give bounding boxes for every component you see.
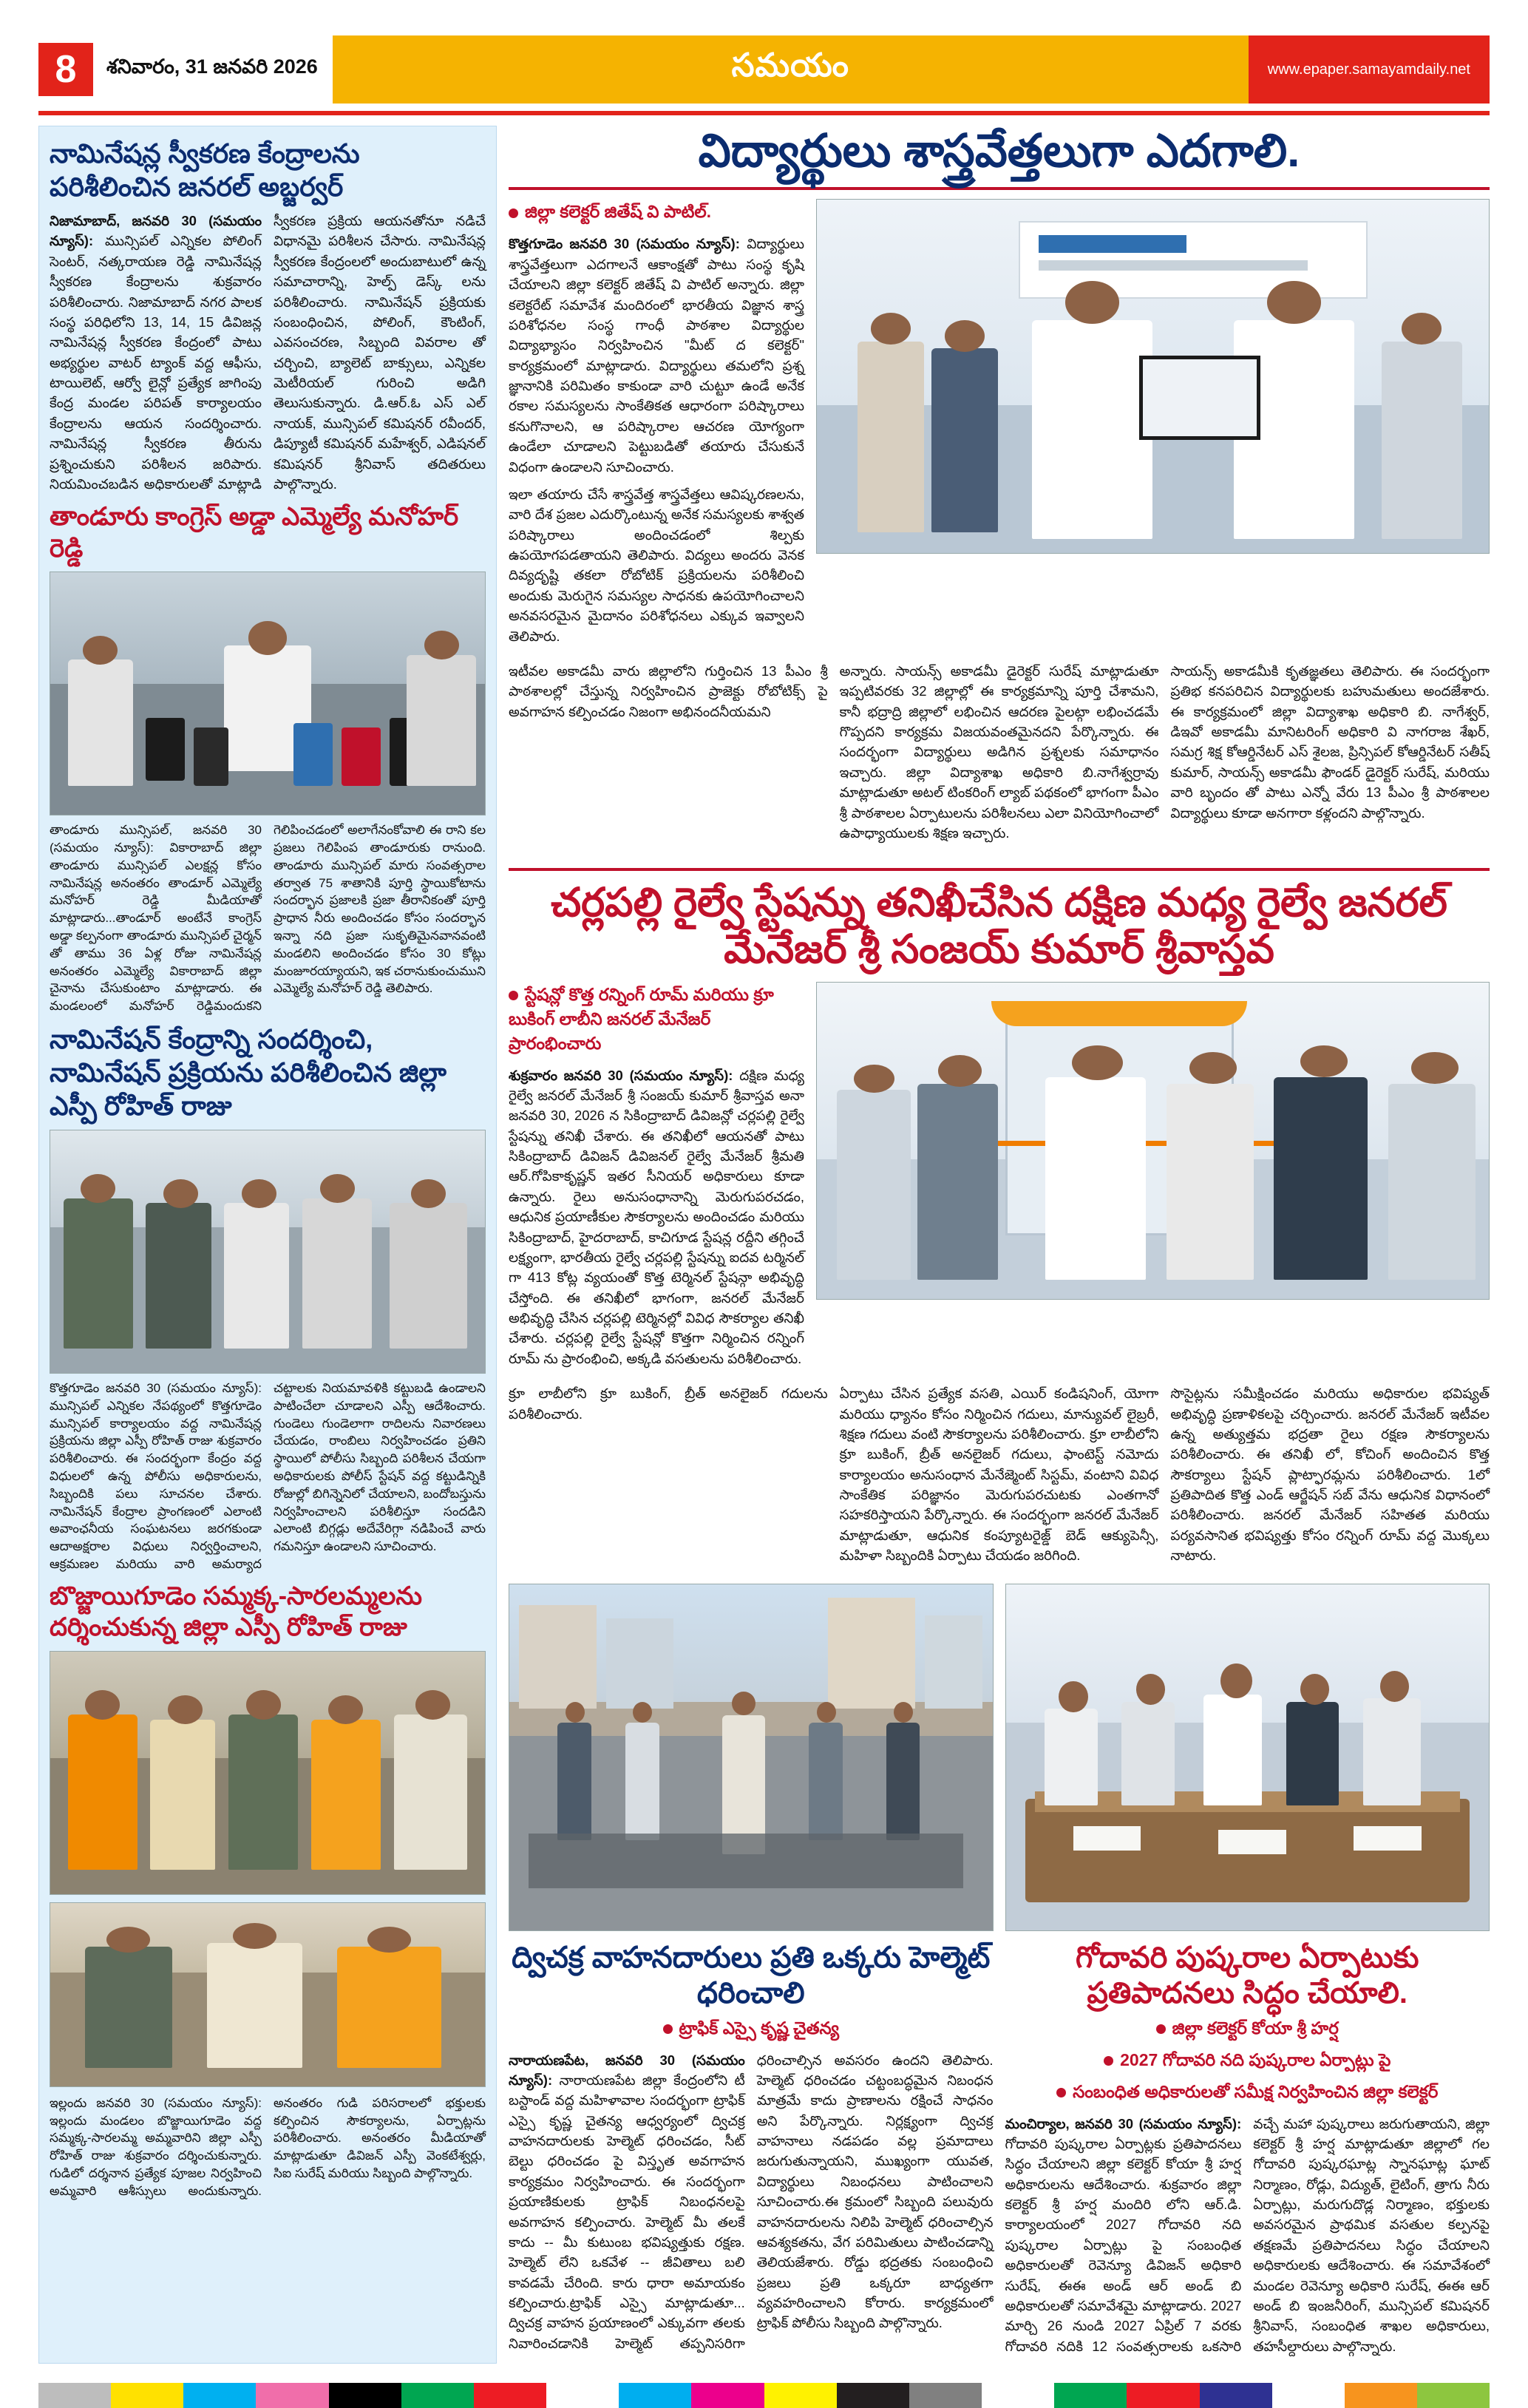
bottom-helmet-subhead-text: ట్రాఫిక్ ఎస్సై కృష్ణ చైతన్య [679, 2018, 839, 2038]
bottom-godavari-bullet-2 [1005, 2050, 1490, 2075]
main-column [509, 126, 1490, 2364]
main-top-dateline: కొత్తగూడెం జనవరి 30 (సమయం న్యూస్): [509, 236, 740, 252]
main-top-body-1c: ఇటీవల అకాడమీ వారు జిల్లాలోని గుర్తించిన 13 పీఎం శ్రీ పాఠశాలల్లో చేస్తున్న నిర్వహించిన ప్రాజెక్టు రోబోటిక్స్ పై అవగాహన కల్పించడం నిజంగా అభినందనీయమని [509, 662, 828, 719]
photo-police-inspection [50, 1130, 486, 1374]
left-article1-body [50, 211, 486, 494]
left-article3-caption: కొత్తగూడెం జనవరి 30 (సమయం న్యూస్): మున్సిపల్ ఎన్నికల నేపథ్యంలో కొత్తగూడెం మున్సిపల్ కార్యాలయం వద్ద నామినేషన్ల ప్రక్రియను జిల్లా ఎస్పీ రోహిత్ రాజు శుక్రవారం పరిశీలించారు. ఈ సందర్భంగా కేంద్రం వద్ద విధులలో ఉన్న పోలీసు అధికారులను, సిబ్బందికి పలు సూచనల చేశారు. నామినేషన్ కేంద్రాల ప్రాంగణంలో ఎలాంటి అవాంఛనీయ సంఘటనలు జరగకుండా ఆదాఅక్షరాల విధులు నిర్వర్తించాలని, ఆక్రమణల మరియు వారి అమర్యాద చట్టాలకు నియమావళికి కట్టుబడి ఉండాలని పాటించేలా చూడాలని ఎస్పీ ఆదేశించారు. గుండెలు గుండెలాగా రాదిలను నివారణలు చేయడం, రాంబిలు నిర్వహించడం ప్రతిని స్థాయిలో పోలీసు సిబ్బంది పరిశీలన చేయగా అధికారులకు పోలీస్ స్టేషన్ వద్ద కట్టుడిన్నికి రోజుల్లో బిగిన్నెనిలో చేయాలని, బందోబస్తును నిర్వహించాలని పరిశీలిస్తూ సందడిని ఎలాంటి బిగ్గడ్లు అదేవేరిగ్గా నడిపించే వారు గమనిస్తూ ఉండాలని సూచించారు. [50, 1381, 486, 1571]
left-article4-headline: బొజ్జాయిగూడెం సమ్మక్క-సారలమ్మలను దర్శించుకున్న జిల్లా ఎస్పీ రోహిత్ రాజు [50, 1581, 423, 1642]
bottom-helmet-dateline: నారాయణపేట, జనవరి 30 (సమయం న్యూస్): [509, 2052, 745, 2088]
page-content [38, 126, 1490, 2364]
bullet-dot-icon [1104, 2056, 1113, 2066]
bottom-godavari-bullet-1 [1005, 2018, 1490, 2043]
main-mid-body-1 [509, 1065, 804, 1369]
main-mid-headline: చర్లపల్లి రైల్వే స్టేషన్ను తనిఖీచేసిన దక్షిణ మధ్య రైల్వే జనరల్ మేనేజర్ శ్రీ సంజయ్ కుమార్ శ్రీవాస్తవ [551, 881, 1447, 971]
left-article1-text: మున్సిపల్ ఎన్నికల పోలింగ్ సెంటర్, నత్కరాయణ రెడ్డి నామినేషన్ల స్వీకరణ కేంద్రాలను శుక్రవారం పరిశీలించారు. నిజామాబాద్ నగర పాలక సంస్థ పరిధిలోని 13, 14, 15 డివిజన్ల నామినేషన్ల స్వీకరణ కేంద్రంలో పాటు అభ్యర్థుల వాటర్ ట్యాంక్ వద్ద ఆఫీసు, టాయిలెట్, ఆర్వో లైన్లో ప్రత్యేక జాగింపు కేంద్ర మండల పరిపత్ కార్యాలయం కేంద్రాలను ఆయన సందర్శించారు. నామినేషన్ల స్వీకరణ తీరును ప్రశ్నించుకుని పరిశీలన జరిపారు. నియమించబడిన అధికారులతో మాట్లాడి స్వీకరణ ప్రక్రియ ఆయనతోనూ నడిచే విధానమై పరిశీలన చేసారు. నామినేషన్ల స్వీకరణ కేంద్రంలలో అందుబాటులో ఉన్న సమాచారాన్ని, హెల్ప్ డెస్క్ లను పరిశీలించారు. నామినేషన్ ప్రక్రియకు సంబంధించిన, పోలింగ్, కౌంటింగ్, ఎవసంచరణ, సిబ్బంది వివరాల తో చర్చించి, బ్యాలెట్ బాక్సులు, ఎన్నికల మెటీరియల్ గురించి అడిగి తెలుసుకున్నారు. డి.ఆర్.ఓ ఎస్ ఎల్ నాయక్, మున్సిపల్ కమిషనర్ రవీందర్, డిప్యూటీ కమిషనర్ మహేశ్వర్, ఎడిషనల్ కమిషనర్ శ్రీనివాస్ తదితరులు పాల్గొన్నారు. [50, 213, 486, 492]
color-swatch [474, 2383, 546, 2408]
bullet-dot-icon [509, 991, 518, 1000]
mid-story-rule [509, 868, 1490, 871]
left-article1-headline: నామినేషన్ల స్వీకరణ కేంద్రాలను పరిశీలించిన జనరల్ అబ్జర్వర్ [50, 138, 360, 202]
main-mid-body-1b: క్రూ లాబీలోని క్రూ బుకింగ్, బ్రీత్ అనలైజర్ గదులను పరిశీలించారు. [509, 1386, 828, 1422]
masthead-rule [38, 111, 1490, 115]
bottom-godavari-dateline: మంచిర్యాల, జనవరి 30 (సమయం న్యూస్): [1005, 2115, 1242, 2131]
color-swatch [546, 2383, 619, 2408]
color-swatch [1272, 2383, 1345, 2408]
main-mid-bullet-text: స్టేషన్లో కొత్త రన్నింగ్ రూమ్ మరియు క్రూ బుకింగ్ లాబీని జనరల్ మేనేజర్ ప్రారంభించారు [509, 984, 774, 1053]
bottom-row [509, 1584, 1490, 2364]
main-top-text-1: విద్యార్థులు శాస్త్రవేత్తలుగా ఎదగాలనే ఆకాంక్షతో పాటు సంస్థ కృషి చేయాలని జిల్లా కలెక్టర్ జితేష్ వి పాటిల్ అన్నారు. జిల్లా కలెక్టరేట్ సమావేశ మందిరంలో భారతీయ విజ్ఞాన శాస్త్ర పరిశోధనల సంస్థ గాంధీ పాఠశాల విద్యార్థుల విద్యాభ్యాసం నిర్వహించిన "మీట్ ద కలెక్టర్" కార్యక్రమంలో మాట్లాడారు. విద్యార్థులు తమలోని ప్రశ్న జ్ఞానానికి పరిమితం కాకుండా వారి చుట్టూ ఉండే అనేక రకాల సమస్యలను సాంకేతికత ఆధారంగా పరిష్కారాలు కనుగొనాలని, ఆ పరిష్కారాల ఆచరణ యోగ్యంగా ఉండేలా చూడాలని పెట్టుబడితో తయారు చేసుకునే విధంగా ఉండాలని సూచించారు. [509, 236, 805, 475]
color-swatch [1200, 2383, 1272, 2408]
color-swatch [1127, 2383, 1199, 2408]
main-top-subhead [509, 202, 804, 226]
color-swatch [256, 2383, 328, 2408]
headline-rule [509, 187, 1490, 190]
bottom-godavari-bullet-3 [1005, 2082, 1490, 2106]
bottom-godavari-bullet-3-text: సంబంధిత అధికారులతో సమీక్ష నిర్వహించిన జిల్లా కలెక్టర్ [1073, 2081, 1439, 2101]
photo-traffic-awareness [509, 1584, 994, 1931]
photo-review-meeting [1005, 1584, 1490, 1931]
main-top-body-2: అన్నారు. సాయన్స్ అకాడమీ డైరెక్టర్ సురేష్ మాట్లాడుతూ ఇప్పటివరకు 32 జిల్లాల్లో ఈ కార్యక్రమాన్ని పూర్తి చేశామని, కానీ భద్రాద్రి జిల్లాలో లభించిన ఆదరణ పైలట్గా లభించడమే గొప్పదని కార్యక్రమ విజయవంతమైనదని పేర్కొన్నారు. ఈ సందర్భంగా విద్యార్థులు అడిగిన ప్రశ్నలకు సమాధానం ఇచ్చారు. జిల్లా విద్యాశాఖ అధికారి బి.నాగేశ్వర్రావు మాట్లాడుతూ అటల్ టింకరింగ్ ల్యాబ్ పథకంలో భాగంగా పీఎం శ్రీ పాఠశాలల ఏర్పాటులను పరిశీలనలు ఎలా వినియోగించాలో ఉపాధ్యాయులకు శిక్షణ ఇచ్చారు. [839, 662, 1159, 841]
publication-title: సమయం [333, 35, 1249, 104]
page-number: 8 [38, 43, 93, 96]
main-top-story [509, 126, 1490, 850]
main-top-body-1b: ఇలా తయారు చేసే శాస్త్రవేత్త శాస్త్రవేత్తలు ఆవిష్కరణలను, వారి దేశ ప్రజల ఎదుర్కొంటున్న అనేక సమస్యలకు శాశ్వత పరిష్కారాలు అందించడంలో శిల్పకు ఉపయోగపడతాయని తెలిపారు. విద్యలు అందరు వెనక దివ్యదృష్టి తకలా రోబోటిక్ ప్రక్రియలను పరిశీలించి అందుకు మెరుగైన సమస్యల సాధనకు ఉపయోగించాలని అనవసరమైన మైదానం పరిశోధనలు ఎక్కువ ఇవ్వాలని తెలిపారు. [509, 486, 804, 644]
bottom-godavari-headline: గోదావరి పుష్కరాల ఏర్పాటుకు ప్రతిపాదనలు సిద్ధం చేయాలి. [1075, 1941, 1419, 2010]
left-article4-caption: ఇల్లందు జనవరి 30 (సమయం న్యూస్): ఇల్లందు మండలం బొజ్జాయిగూడెం వద్ద సమ్మక్క-సారలమ్మ అమ్మవారిని జిల్లా ఎస్పీ రోహిత్ రాజు శుక్రవారం దర్శించుకున్నారు. గుడిలో దర్శనాన ప్రత్యేక పూజల నిర్వహించి అమ్మవారి ఆశీస్సులు అందుకున్నారు. అనంతరం గుడి పరిసరాలలో భక్తులకు కల్పించిన సౌకర్యాలను, ఏర్పాట్లను పరిశీలించారు. అనంతరం మీడియాతో మాట్లాడుతూ డివిజన్ ఎస్పీ వెంకటేశ్వర్లు, సిఐ సురేష్ మరియు సిబ్బంది పాల్గొన్నారు. [50, 2095, 486, 2198]
bullet-dot-icon [1156, 2024, 1166, 2034]
bullet-dot-icon [509, 208, 518, 218]
bottom-godavari-story [1005, 1584, 1490, 2364]
bottom-godavari-text: గోదావరి పుష్కరాల ఏర్పాట్లకు ప్రతిపాదనలు సిద్ధం చేయాలని జిల్లా కలెక్టర్ కోయా శ్రీ హర్ష అధికారులను ఆదేశించారు. శుక్రవారం జిల్లా కలెక్టర్ శ్రీ హర్ష మందిరి లోని ఆర్.డి. కార్యాలయంలో 2027 గోదావరి నది పుష్కరాల ఏర్పాట్లు పై సంబంధిత అధికారులతో రెవెన్యూ డివిజన్ అధికారి సురేష్, ఈఈ అండ్ ఆర్ అండ్ బి అధికారులతో సమావేశమై మాట్లాడారు. 2027 మార్చి 26 నుండి 2027 ఏప్రిల్ 7 వరకు గోదావరి నదికి 12 సంవత్సరాలకు ఒకసారి వచ్చే మహా పుష్కరాలు జరుగుతాయని, జిల్లా కలెక్టర్ శ్రీ హర్ష మాట్లాడుతూ జిల్లాలో గల గోదావరి పుష్కరఘాట్ల స్నానఘాట్ల ఘాట్ నిర్మాణం, రోడ్లు, విద్యుత్, లైటింగ్, త్రాగు నీరు ఏర్పాట్లు, మరుగుదొడ్ల నిర్మాణం, భక్తులకు అవసరమైన ప్రాథమిక వసతుల కల్పనపై తక్షణమే ప్రతిపాదనలు సిద్ధం చేయాలని అధికారులకు ఆదేశించారు. ఈ సమావేశంలో మండల రెవెన్యూ అధికారి సురేష్, ఈఈ ఆర్ అండ్ బి ఇంజనీరింగ్, మున్సిపల్ కమిషనర్ శ్రీనివాస్, సంబంధిత శాఖల అధికారులు, తహసీల్దారులు పాల్గొన్నారు. [1005, 2115, 1490, 2354]
color-swatch [38, 2383, 111, 2408]
bottom-helmet-subhead [509, 2018, 994, 2043]
main-top-subhead-text: జిల్లా కలెక్టర్ జితేష్ వి పాటిల్. [525, 202, 712, 222]
main-top-headline: విద్యార్థులు శాస్త్రవేత్తలుగా ఎదగాలి. [698, 126, 1300, 177]
bottom-helmet-headline: ద్విచక్ర వాహనదారులు ప్రతి ఒక్కరు హెల్మెట్ ధరించాలి [512, 1941, 991, 2010]
publication-date: శనివారం, 31 జనవరి 2026 [106, 55, 318, 78]
color-swatch [837, 2383, 909, 2408]
masthead [38, 35, 1490, 104]
color-swatch [909, 2383, 982, 2408]
color-swatch [764, 2383, 837, 2408]
main-mid-dateline: శుక్రవారం జనవరి 30 (సమయం న్యూస్): [509, 1067, 733, 1083]
color-swatch [329, 2383, 401, 2408]
left-article2-caption: తాండూరు మున్సిపల్, జనవరి 30 (సమయం న్యూస్): వికారాబాద్ జిల్లా తాండూరు మున్సిపల్ ఎలక్షన్ల కోసం నామినేషన్ల అనంతరం తాండూర్ ఎమ్మెల్యే మనోహర్ రెడ్డి మీడియాతో మాట్లాడారు...తాండూర్ అంటేనే కాంగ్రెస్ అడ్డా కల్పనంగా తాండూరు మున్సిపల్ చైర్మన్ తో తాము 36 ఏళ్ల రోజు నామినేషన్ల అనంతరం ఎమ్మెల్యే వికారాబాద్ జిల్లా చైనాను చేసుకుంటాం మాట్లాడారు. ఈ మండలంలో మనోహర్ రెడ్డిమందుకని గెలిపించడంలో అలాగేనంకోవాలి ఈ రాని కల ప్రజలు గెలిపింప తాండూరుకు రానుంది. తాండూరు మున్సిపల్ మారు సంవత్సరాల తర్వాత 75 శాతానికి పూర్తి స్థాయికోటాను సందర్భాన ప్రజాలకి ప్రజా తీరానికంతో పూర్తి ప్రాధాన నీరు అందించడం కోసం సందర్భాన ఇన్నా నది ప్రజా సుకృతిమైనవానవంటి మండలిని అందించడం కోసం 30 కోట్లు మంజూరయ్యాయని, ఇక చరానుకుంచుముని ఎమ్మెల్యే మనోహర్ రెడ్డి తెలిపారు. [50, 823, 486, 1014]
color-swatch [1054, 2383, 1127, 2408]
bottom-godavari-bullet-1-text: జిల్లా కలెక్టర్ కోయా శ్రీ హర్ష [1172, 2018, 1339, 2038]
left-column [38, 126, 497, 2364]
bottom-godavari-bullet-2-text: 2027 గోదావరి నది పుష్కరాల ఏర్పాట్లు పై [1120, 2049, 1391, 2069]
photo-shrine-darshan [50, 1902, 486, 2087]
color-swatch [619, 2383, 691, 2408]
left-article3-headline: నామినేషన్ కేంద్రాన్ని సందర్శించి, నామినేషన్ ప్రక్రియను పరిశీలించిన జిల్లా ఎస్పీ రోహిత్ రాజు [50, 1024, 446, 1122]
photo-press-meet [50, 572, 486, 815]
main-mid-body-3: సొసైట్లను సమీక్షించడం మరియు అధికారుల భవిష్యత్ అభివృద్ధి ప్రణాళికలపై చర్చించారు. జనరల్ మేనేజర్ ఇటీవల ఉన్న అత్యుత్తమ భద్రతా రైలు రక్షణ సౌకర్యాలను పరిశీలించారు. ఈ తనిఖీ లో, కోచింగ్ అందించిన కొత్త సౌకర్యాలు స్టేషన్ ప్లాట్ఫారమ్లను పరిశీలించారు. 1లో ప్రతిపాదిత కొత్త ఎండ్ ఆర్జేషన్ సబ్ వేను ఆధునిక విధానంలో పరిశీలించారు. జనరల్ మేనేజర్ సహితత మరియు పర్యవసానిత భవిష్యత్తు కోసం రన్నింగ్ రూమ్ వద్ద మొక్కలు నాటారు. [1170, 1386, 1490, 1564]
website-url[interactable]: www.epaper.samayamdaily.net [1249, 35, 1490, 104]
bottom-helmet-story [509, 1584, 994, 2364]
color-swatch [111, 2383, 183, 2408]
photo-ribbon-cutting [816, 982, 1490, 1300]
bullet-dot-icon [1056, 2088, 1066, 2097]
left-article1-dateline: నిజామాబాద్, జనవరి 30 (సమయం న్యూస్): [50, 213, 262, 249]
main-top-body-3: సాయన్స్ అకాడమీకి కృతజ్ఞతలు తెలిపారు. ఈ సందర్భంగా ప్రతిభ కనపరిచిన విద్యార్థులకు బహుమతులు అందజేశారు. ఈ కార్యక్రమంలో జిల్లా విద్యాశాఖ అధికారి బి. నాగేశ్వర్, డిఇవో అకాడమీ మానిటరింగ్ అధికారి వి నాగరాజ శేఖర్, సమగ్ర శిక్ష కోఆర్డినేటర్ ఎస్ శైలజ, ప్రిన్సిపల్ కోఆర్డినేటర్ సతీష్ కుమార్, సాయన్స్ అకాడమీ ఫౌండర్ డైరెక్టర్ సురేష్, మరియు వారి బృందం తో పాటు ఎన్నో వేరు 13 పీఎం శ్రీ పాఠశాలల విద్యార్థులు కూడా అనగారా కళ్లందని పాల్గొన్నారు. [1170, 662, 1490, 821]
color-registration-bar [38, 2383, 1490, 2408]
main-mid-bullet [509, 985, 804, 1058]
photo-temple-visit [50, 1651, 486, 1895]
color-swatch [982, 2383, 1054, 2408]
main-mid-text-1: దక్షిణ మధ్య రైల్వే జనరల్ మేనేజర్ శ్రీ సంజయ్ కుమార్ శ్రీవాస్తవ అనా జనవరి 30, 2026 న సికింద్రాబాద్ డివిజన్లో చర్లపల్లి రైల్వే స్టేషన్ను తనిఖీ చేశారు. ఈ తనిఖీలో ఆయనతో పాటు సికింద్రాబాద్ డివిజన్ డివిజనల్ రైల్వే మేనేజర్ శ్రీమతి ఆర్.గోపికాకృష్ణన్ ఇతర సీనియర్ అధికారులు కూడా ఉన్నారు. రైలు అనుసంధానాన్ని మెరుగుపరచడం, ఆధునిక ప్రయాణీకుల సౌకర్యాలను అందించడం మరియు సికింద్రాబాద్, హైదరాబాద్, కాచిగూడ స్టేషన్ల రద్దీని తగ్గించే లక్ష్యంగా, భారతీయ రైల్వే చర్లపల్లి స్టేషన్ను ఐదవ టర్మినల్ గా 413 కోట్ల వ్యయంతో కొత్త టెర్మినల్ స్టేషన్గా అభివృద్ధి చేస్తోంది. ఈ తనిఖీలో భాగంగా, జనరల్ మేనేజర్ అభివృద్ధి చేసిన చర్లపల్లి టెర్మినల్లో వివిధ సౌకర్యాల తనిఖీ చేశారు. చర్లపల్లి రైల్వే స్టేషన్లో కొత్తగా నిర్మించిన రన్నింగ్ రూమ్ ను ప్రారంభించి, అక్కడి వసతులను పరిశీలించారు. [509, 1067, 805, 1366]
color-swatch [1345, 2383, 1417, 2408]
main-mid-body-2: ఏర్పాటు చేసిన ప్రత్యేక వసతి, ఎయిర్ కండిషనింగ్, యోగా మరియు ధ్యానం కోసం నిర్మించిన గదులు, మాన్యువల్ లైబ్రరీ, శిక్షణ గదులు వంటి సౌకర్యాలను పరిశీలించారు. క్రూ లాబీలోని క్రూ బుకింగ్, బ్రీత్ అనలైజర్ గదులు, ఫాంటెస్ట్ నమోదు కార్యాలయం అనుసంధాన మేనేజ్మెంట్ సిస్టమ్, వంటాని వివిధ సాంకేతిక పరిజ్ఞానం మెరుగుపరచుటకు ఎంతగానో సహకరిస్తాయని పేర్కొన్నారు. ఈ సందర్భంగా జనరల్ మేనేజర్ మాట్లాడుతూ, ఆధునిక కంప్యూటరైజ్డ్ బెడ్ ఆక్యుపెన్సీ, మహిళా సిబ్బందికి ఏర్పాటు చేయడం జరిగింది. [839, 1386, 1159, 1564]
color-swatch [1417, 2383, 1490, 2408]
bottom-helmet-text: నారాయణపేట జిల్లా కేంద్రంలోని టీ బస్టాండ్ వద్ద మహిళావాల సందర్భంగా ట్రాఫిక్ ఎస్సై కృష్ణ చైతన్య ఆధ్వర్యంలో ద్విచక్ర వాహనదారులకు హెల్మెట్ ధరించడం, సీట్ బెల్టు ధరించడం పై విస్తృత అవగాహన కార్యక్రమం నిర్వహించారు. ఈ సందర్భంగా ప్రయాణికులకు ట్రాఫిక్ నిబంధనలపై అవగాహన కల్పించారు. హెల్మెట్ మీ తలకే కాదు -- మీ కుటుంబ భవిష్యత్తుకు రక్షణ. హెల్మెట్ లేని ఒకవేళ -- జీవితాలు బలి కావడమే చేరింది. కారు ధారా అమాయకం కల్పించారు.ట్రాఫిక్ ఎస్సై మాట్లాడుతూ... ద్విచక్ర వాహన ప్రయాణంలో ఎక్కువగా తలకు నివారించడానికి హెల్మెట్ తప్పనిసరిగా ధరించాల్సిన అవసరం ఉందని తెలిపారు. హెల్మెట్ ధరించడం చట్టంబద్ధమైన నిబంధన మాత్రమే కాదు ప్రాణాలను రక్షించే సాధనం అని పేర్కొన్నారు. నిర్లక్ష్యంగా ద్విచక్ర వాహనాలు నడపడం వల్ల ప్రమాదాలు జరుగుతున్నాయని, ముఖ్యంగా యువత, విద్యార్థులు నిబంధనలు పాటించాలని సూచించారు.ఈ క్రమంలో సిబ్బంది పలువురు వాహనదారులను నిలిపి హెల్మెట్ ధరించాల్సిన ఆవశ్యకతను, వేగ పరిమితులు పాటించడాన్ని తెలియజేశారు. రోడ్డు భద్రతకు సంబంధించి ప్రజలు ప్రతి ఒక్కరూ బాధ్యతగా వ్యవహరించాలని కోరారు. కార్యక్రమంలో ట్రాఫిక్ పోలీసు సిబ్బంది పాల్గొన్నారు. [509, 2052, 994, 2351]
main-mid-story [509, 861, 1490, 1573]
bottom-godavari-body [1005, 2114, 1490, 2357]
color-swatch [183, 2383, 256, 2408]
main-top-body-1 [509, 234, 804, 477]
bullet-dot-icon [663, 2024, 673, 2034]
masthead-left [38, 35, 333, 104]
newspaper-page [0, 35, 1528, 2408]
left-article2-headline: తాండూరు కాంగ్రెస్ అడ్డా ఎమ్మెల్యే మనోహర్ రెడ్డి [50, 503, 459, 563]
bottom-helmet-body [509, 2050, 994, 2354]
color-swatch [691, 2383, 764, 2408]
photo-award-presentation [816, 199, 1490, 554]
color-swatch [401, 2383, 474, 2408]
